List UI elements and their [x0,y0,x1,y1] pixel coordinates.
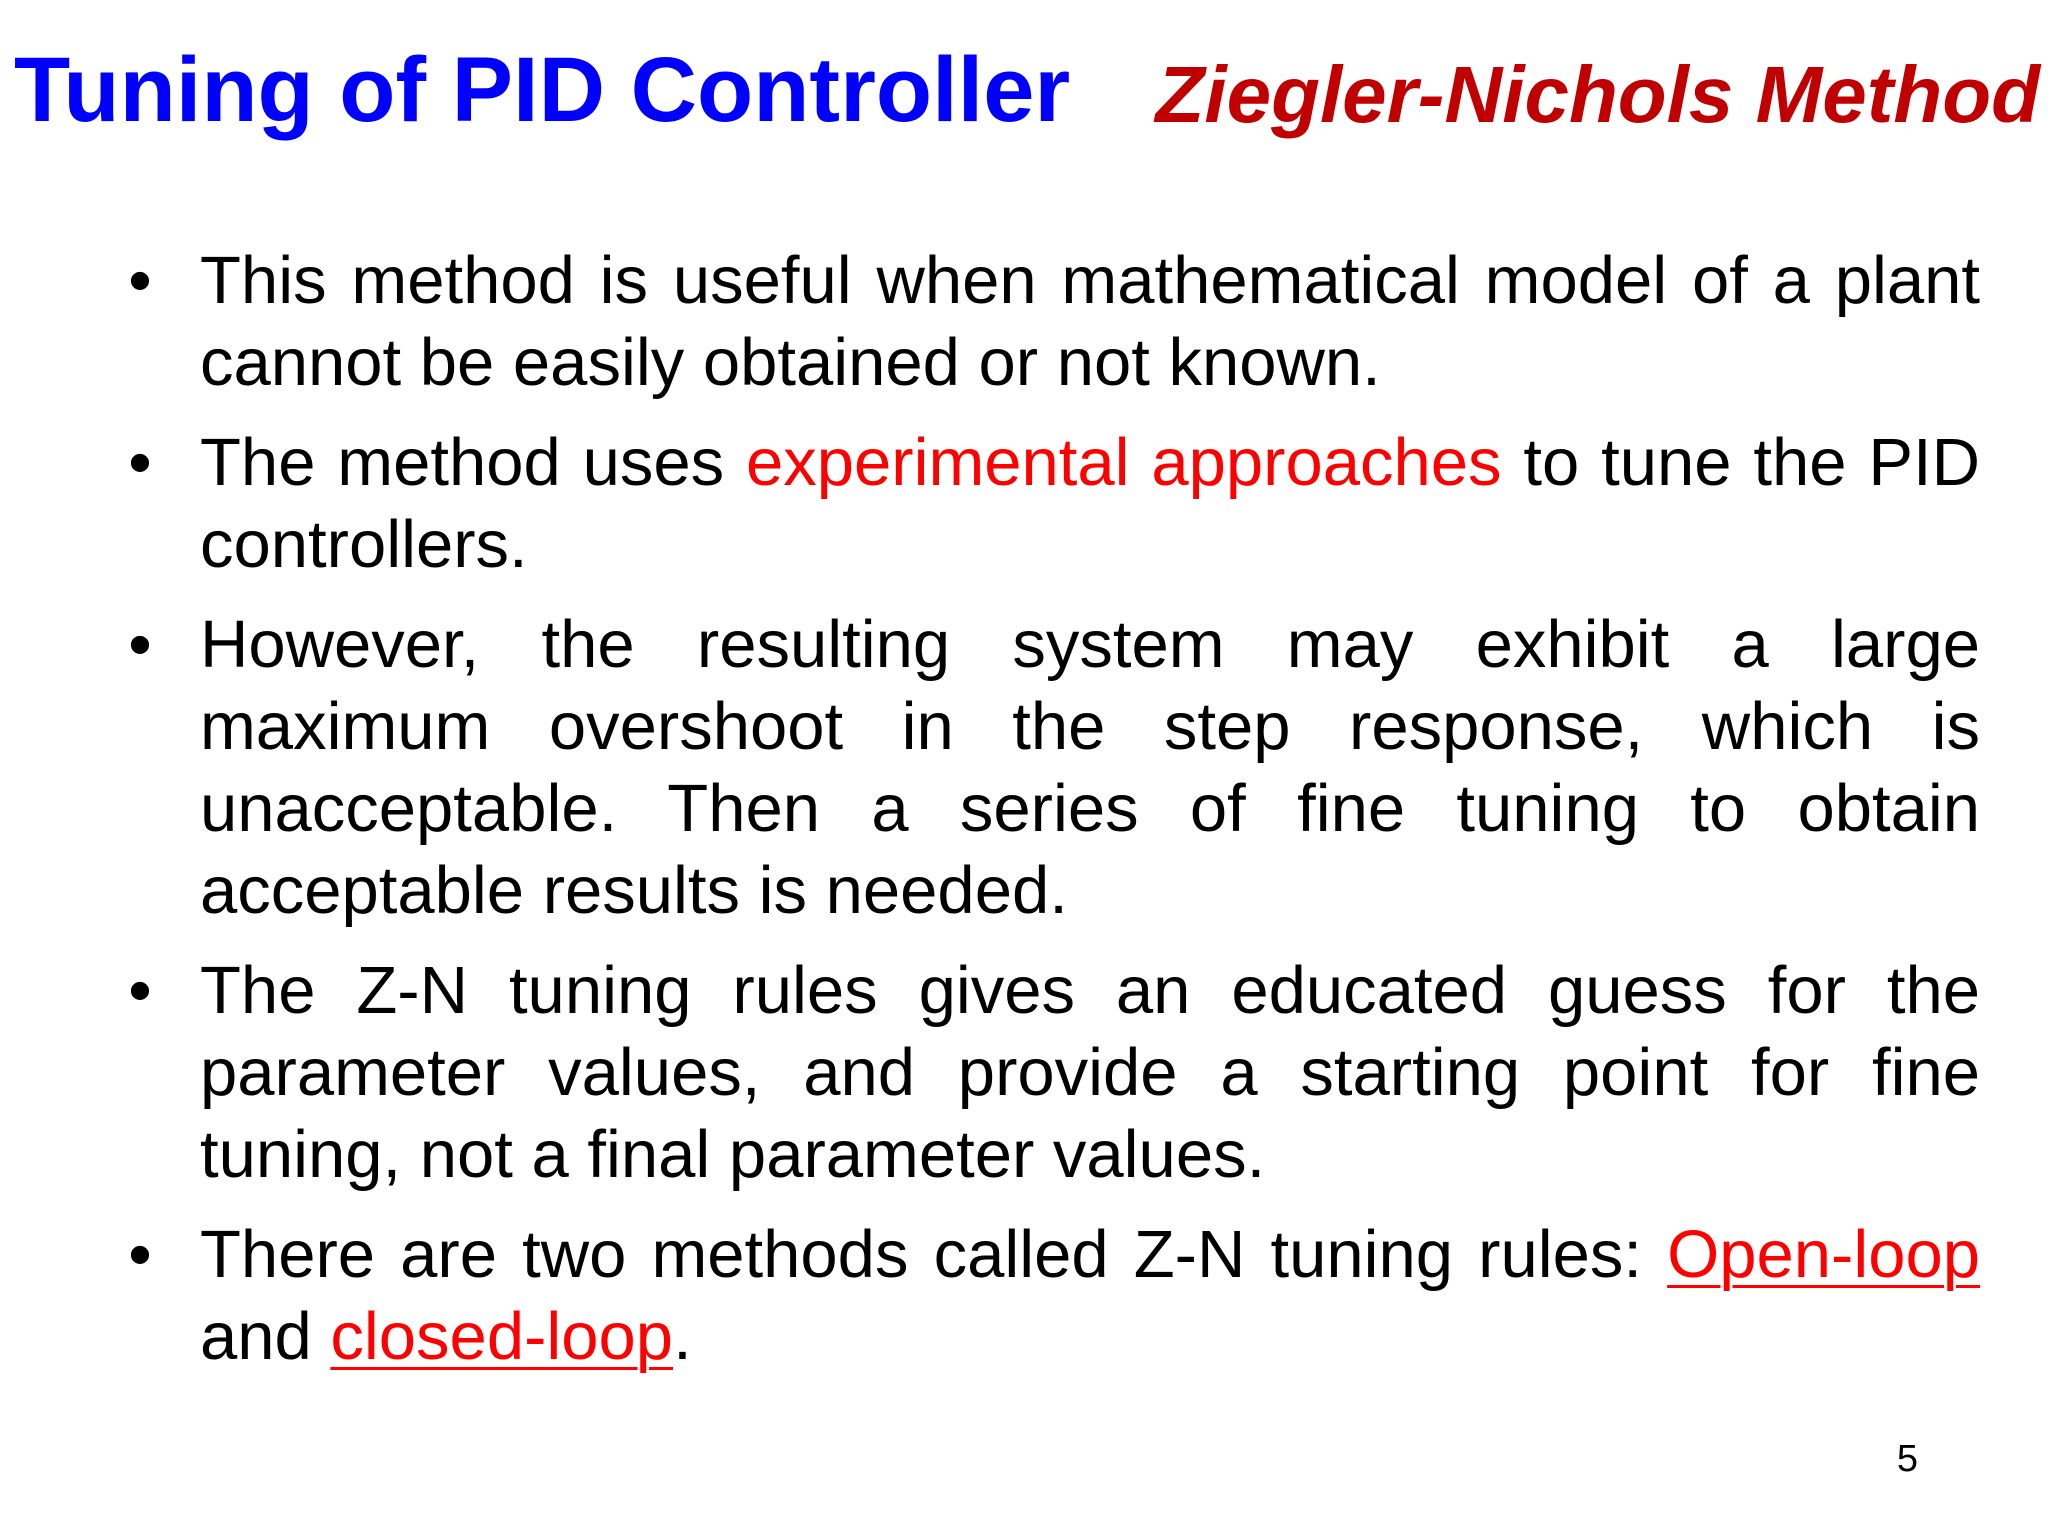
bullet-text: and [200,1299,331,1374]
bullet-item [128,604,1980,932]
bullet-list [128,240,1981,1396]
bullet-text: The Z-N tuning rules gives an educated guess for the parameter values, and provide a starting point for fine tuning, not a final parameter values. [200,953,1980,1192]
page-number: 5 [1896,1438,1918,1480]
bullet-text: The method uses [200,425,746,500]
slide-subtitle: Ziegler-Nichols Method [1155,50,2040,139]
bullet-item [128,240,1980,404]
bullet-text: . [673,1299,692,1374]
bullet-icon: • [128,243,152,318]
closed-loop-link[interactable]: closed-loop [330,1299,674,1374]
bullet-text: There are two methods called Z-N tuning rules: [200,1217,1668,1292]
bullet-icon: • [128,953,152,1028]
bullet-text: to tune the PID controllers. [200,425,1981,582]
highlighted-phrase: experimental approaches [745,425,1502,500]
bullet-item [128,422,1981,586]
bullet-icon: • [128,1217,152,1292]
open-loop-link[interactable]: Open-loop [1667,1217,1980,1292]
bullet-text: However, the resulting system may exhibit a large maximum overshoot in the step response, which is unacceptable. Then a series of fine tuning to obtain acceptable results is needed. [200,607,1980,928]
bullet-text: This method is useful when mathematical model of a plant cannot be easily obtained or not known. [200,243,1980,400]
slide-title: Tuning of PID Controller [14,39,1071,141]
bullet-icon: • [128,607,152,682]
bullet-item [128,1214,1980,1378]
bullet-item [128,950,1980,1196]
bullet-icon: • [128,425,152,500]
